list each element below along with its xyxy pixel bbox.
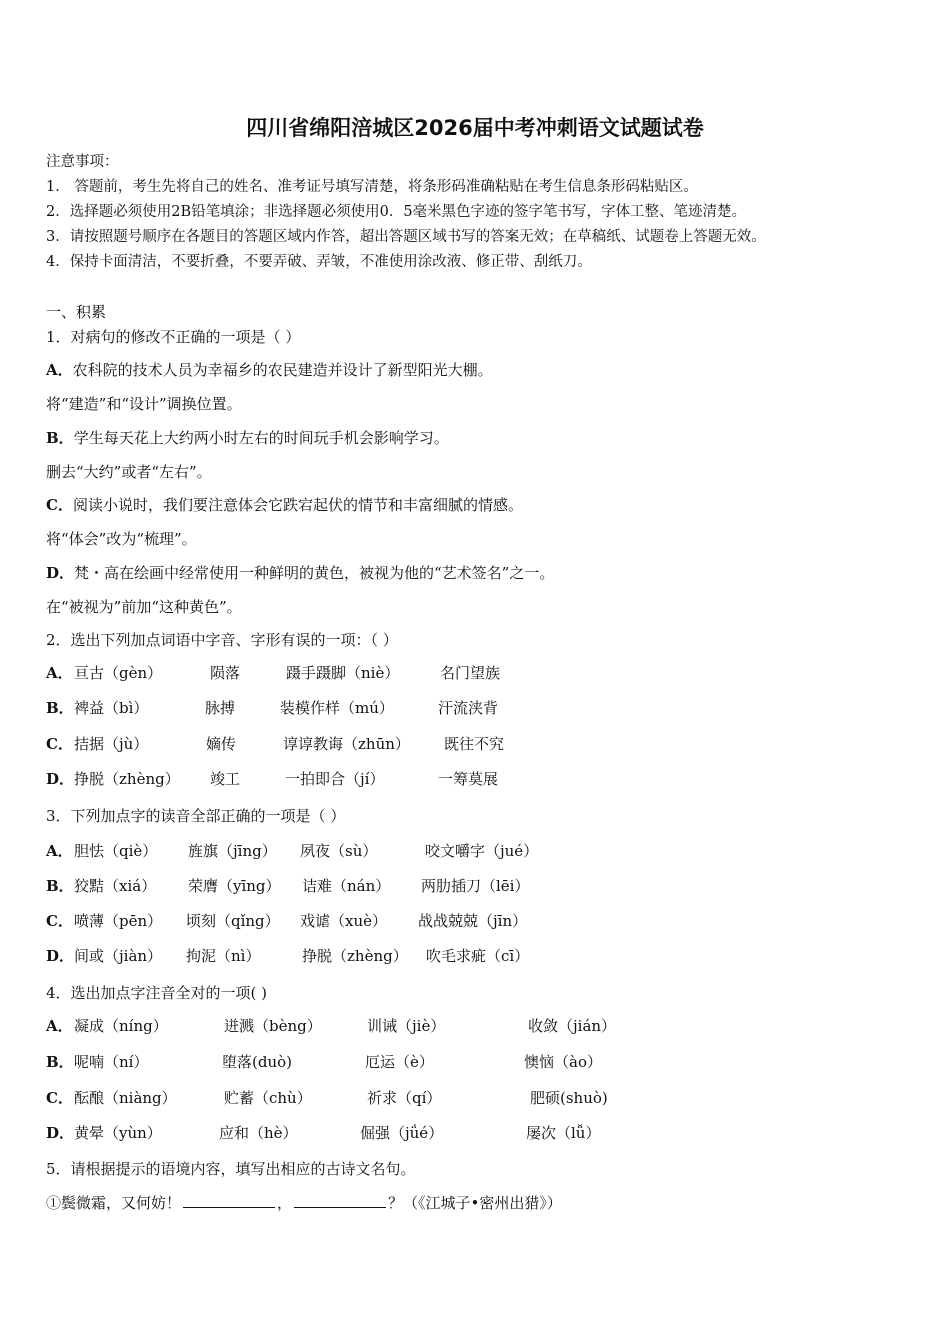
answer-blank[interactable] [294, 1193, 386, 1208]
question-1-stem: 1．对病句的修改不正确的一项是（ ） [46, 328, 301, 346]
option-item: 名门望族 [440, 664, 501, 682]
notice-item: 1． 答题前，考生先将自己的姓名、准考证号填写清楚，将条形码准确粘贴在考生信息条形码粘贴区。 [46, 179, 698, 195]
question-3-stem: 3．下列加点字的读音全部正确的一项是（ ） [46, 807, 346, 825]
question-2-stem: 2．选出下列加点词语中字音、字形有误的一项：（ ） [46, 631, 398, 649]
option-label: B． [46, 1053, 74, 1071]
option-label: A． [46, 361, 73, 379]
option-item: 呢喃（ní） [74, 1053, 149, 1071]
option-item: 旌旗（jīng） [188, 842, 277, 860]
option-item: 蹑手蹑脚（niè） [286, 664, 400, 682]
option-sentence: 农科院的技术人员为幸福乡的农民建造并设计了新型阳光大棚。 [72, 361, 493, 379]
question-5-stem: 5．请根据提示的语境内容，填写出相应的古诗文名句。 [46, 1160, 416, 1178]
option-item: 黄晕（yùn） [74, 1124, 162, 1142]
section-heading: 一、积累 [46, 303, 107, 321]
option-item: 脉搏 [205, 699, 236, 717]
option-item: 两肋插刀（lēi） [421, 877, 530, 895]
option-item: 夙夜（sù） [300, 842, 378, 860]
option-item: 间或（jiàn） [74, 947, 163, 965]
option-item: 咬文嚼字（jué） [425, 842, 539, 860]
option-label: A． [46, 842, 73, 860]
q1-option-c-fix: 将“体会”改为“梳理”。 [46, 530, 197, 548]
option-item: 肥硕(shuò) [530, 1089, 608, 1107]
q1-option-a [46, 360, 493, 380]
option-item: 拘泥（nì） [186, 947, 261, 965]
option-item: 懊恼（ào） [524, 1053, 602, 1071]
option-item: 酝酿（niàng） [74, 1089, 177, 1107]
option-label: C． [46, 912, 73, 930]
question-4-stem: 4．选出加点字注音全对的一项( ) [46, 984, 268, 1002]
option-item: 顷刻（qǐng） [186, 912, 280, 930]
notice-item: 4．保持卡面清洁，不要折叠，不要弄破、弄皱，不准使用涂改液、修正带、刮纸刀。 [46, 254, 592, 270]
option-item: 荣膺（yīng） [188, 877, 281, 895]
option-item: 屡次（lǚ） [526, 1124, 601, 1142]
option-sentence: 阅读小说时，我们要注意体会它跌宕起伏的情节和丰富细腻的情感。 [72, 496, 523, 514]
option-item: 堕落(duò) [222, 1053, 292, 1071]
option-item: 亘古（gèn） [74, 664, 163, 682]
option-item: 战战兢兢（jīn） [418, 912, 528, 930]
option-label: C． [46, 1089, 73, 1107]
notice-item: 2．选择题必须使用2B铅笔填涂；非选择题必须使用0．5毫米黑色字迹的签字笔书写，字体工整、笔迹清楚。 [46, 204, 747, 220]
q5-item-comma: ， [277, 1194, 293, 1212]
option-label: B． [46, 877, 74, 895]
option-item: 竣工 [210, 770, 241, 788]
option-item: 谆谆教诲（zhūn） [283, 735, 410, 753]
q1-option-b [46, 428, 449, 448]
option-label: D． [46, 1124, 75, 1142]
option-label: A． [46, 1017, 73, 1035]
option-item: 吹毛求疵（cī） [426, 947, 530, 965]
q5-item-1 [46, 1193, 562, 1213]
option-label: C． [46, 735, 73, 753]
option-item: 挣脱（zhèng） [302, 947, 408, 965]
notice-item: 3．请按照题号顺序在各题目的答题区域内作答，超出答题区域书写的答案无效；在草稿纸、试题卷上答题无效。 [46, 229, 766, 245]
option-item: 胆怯（qiè） [74, 842, 158, 860]
option-item: 凝成（níng） [74, 1017, 168, 1035]
option-item: 裨益（bì） [74, 699, 149, 717]
q1-option-d [46, 563, 554, 583]
option-item: 一拍即合（jí） [285, 770, 385, 788]
q5-item-end: ？（《江城子•密州出猎》） [388, 1194, 562, 1212]
option-item: 贮蓄（chù） [224, 1089, 312, 1107]
option-item: 装模作样（mú） [280, 699, 394, 717]
option-item: 嫡传 [206, 735, 237, 753]
option-label: D． [46, 564, 75, 582]
option-item: 汗流浃背 [438, 699, 499, 717]
q1-option-a-fix: 将“建造”和“设计”调换位置。 [46, 395, 242, 413]
option-item: 训诫（jiè） [367, 1017, 446, 1035]
option-label: A． [46, 664, 73, 682]
option-item: 狡黠（xiá） [74, 877, 157, 895]
option-item: 既往不究 [444, 735, 505, 753]
option-label: D． [46, 947, 75, 965]
q1-option-d-fix: 在“被视为”前加“这种黄色”。 [46, 598, 242, 616]
option-item: 戏谑（xuè） [300, 912, 387, 930]
option-item: 迸溅（bèng） [224, 1017, 322, 1035]
notice-heading: 注意事项： [46, 154, 119, 170]
option-item: 一筹莫展 [438, 770, 499, 788]
option-item: 诘难（nán） [302, 877, 391, 895]
option-item: 倔强（jǘé） [360, 1124, 444, 1142]
option-item: 祈求（qí） [367, 1089, 442, 1107]
option-label: B． [46, 429, 74, 447]
option-item: 陨落 [210, 664, 241, 682]
option-label: B． [46, 699, 74, 717]
option-item: 厄运（è） [365, 1053, 434, 1071]
q5-item-start: ①鬓微霜，又何妨！ [46, 1194, 182, 1212]
option-item: 收敛（jián） [528, 1017, 617, 1035]
option-label: C． [46, 496, 73, 514]
option-item: 喷薄（pēn） [74, 912, 163, 930]
page-title: 四川省绵阳涪城区2026届中考冲刺语文试题试卷 [246, 116, 704, 140]
option-item: 应和（hè） [219, 1124, 298, 1142]
q1-option-b-fix: 删去“大约”或者“左右”。 [46, 463, 212, 481]
option-sentence: 学生每天花上大约两小时左右的时间玩手机会影响学习。 [73, 429, 449, 447]
answer-blank[interactable] [183, 1193, 275, 1208]
option-item: 挣脱（zhèng） [74, 770, 180, 788]
q1-option-c [46, 495, 523, 515]
option-item: 拮据（jù） [74, 735, 149, 753]
option-sentence: 梵・高在绘画中经常使用一种鲜明的黄色，被视为他的“艺术签名”之一。 [74, 564, 555, 582]
option-label: D． [46, 770, 75, 788]
